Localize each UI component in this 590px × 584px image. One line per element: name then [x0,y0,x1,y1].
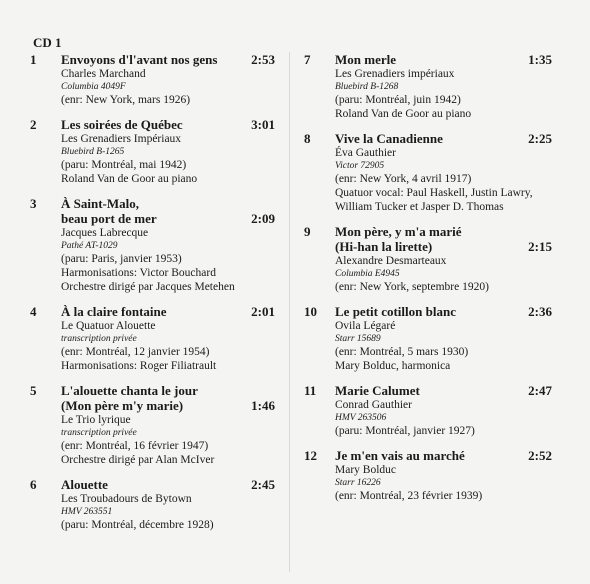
track-details [335,448,552,503]
recording-note: Mary Bolduc, harmonica [335,360,451,372]
tracklist-right-column [304,52,552,513]
track-title: Le petit cotillon blanc [335,304,456,319]
track-duration: 2:36 [528,304,552,319]
record-label: transcription privée [61,428,137,438]
performer: Les Grenadiers Impériaux [61,133,182,145]
track-header [61,52,275,67]
track-entry [304,52,552,121]
track-title: L'alouette chanta le jour [61,383,198,398]
track-entry [304,224,552,294]
recording-note: Harmonisations: Victor Bouchard [61,267,216,279]
record-label: HMV 263551 [61,507,113,517]
performer: Conrad Gauthier [335,399,412,411]
track-number: 4 [30,304,37,319]
performer: Éva Gauthier [335,147,396,159]
record-label: Columbia E4945 [335,269,400,279]
record-label: transcription privée [61,334,137,344]
performer: Le Quatuor Alouette [61,320,156,332]
track-details [61,52,275,107]
performer: Charles Marchand [61,68,146,80]
performer: Le Trio lyrique [61,414,131,426]
recording-note: (paru: Montréal, janvier 1927) [335,425,475,437]
track-duration: 2:45 [251,477,275,492]
track-entry [304,131,552,214]
track-number: 2 [30,117,37,132]
recording-note: Orchestre dirigé par Jacques Metehen [61,281,235,293]
track-header [335,52,552,67]
record-label: Starr 15689 [335,334,381,344]
track-number: 10 [304,304,317,319]
recording-note: (enr: Montréal, 23 février 1939) [335,490,483,502]
recording-note: (paru: Montréal, décembre 1928) [61,519,214,531]
track-title: Mon père, y m'a marié [335,224,462,239]
track-entry [30,196,275,294]
track-header [335,448,552,463]
track-header [61,304,275,319]
recording-note: (enr: New York, mars 1926) [61,94,191,106]
track-header [335,383,552,398]
recording-note: (enr: Montréal, 5 mars 1930) [335,346,469,358]
track-number: 3 [30,196,37,211]
track-header [335,304,552,319]
recording-note: Quatuor vocal: Paul Haskell, Justin Lawry, [335,187,533,199]
track-number: 9 [304,224,311,239]
track-entry [30,117,275,186]
track-header [61,383,275,413]
recording-note: (enr: Montréal, 12 janvier 1954) [61,346,210,358]
track-title: À la claire fontaine [61,304,167,319]
track-number: 11 [304,383,317,398]
track-title: Vive la Canadienne [335,131,443,146]
track-entry [304,448,552,503]
track-duration: 2:09 [251,211,275,226]
track-entry [30,52,275,107]
record-label: Bluebird B-1265 [61,147,125,157]
performer: Mary Bolduc [335,464,397,476]
record-label: Starr 16226 [335,478,381,488]
track-entry [30,383,275,467]
track-header [61,196,275,226]
track-number: 6 [30,477,37,492]
track-details [61,477,275,532]
track-details [335,52,552,121]
track-title: Les soirées de Québec [61,117,183,132]
track-duration: 2:52 [528,448,552,463]
column-divider [289,52,290,572]
record-label: HMV 263506 [335,413,387,423]
track-duration: 2:01 [251,304,275,319]
track-entry [30,477,275,532]
track-title: (Mon père m'y marie) [61,398,184,413]
track-header [61,477,275,492]
recording-note: Orchestre dirigé par Alan McIver [61,454,215,466]
track-header [335,131,552,146]
track-title: À Saint-Malo, [61,196,139,211]
track-title: Envoyons d'l'avant nos gens [61,52,218,67]
recording-note: Harmonisations: Roger Filiatrault [61,360,217,372]
recording-note: Roland Van de Goor au piano [335,108,472,120]
track-duration: 1:35 [528,52,552,67]
track-details [61,117,275,186]
track-details [335,383,552,438]
record-label: Bluebird B-1268 [335,82,399,92]
track-title: Mon merle [335,52,397,67]
recording-note: (enr: New York, 4 avril 1917) [335,173,472,185]
recording-note: William Tucker et Jasper D. Thomas [335,201,504,213]
track-details [61,304,275,373]
track-title: Marie Calumet [335,383,420,398]
recording-note: (paru: Montréal, mai 1942) [61,159,187,171]
track-title: Je m'en vais au marché [335,448,465,463]
performer: Alexandre Desmarteaux [335,255,447,267]
track-number: 5 [30,383,37,398]
track-details [61,383,275,467]
track-entry [30,304,275,373]
track-duration: 2:47 [528,383,552,398]
track-title: Alouette [61,477,108,492]
track-duration: 3:01 [251,117,275,132]
performer: Les Troubadours de Bytown [61,493,192,505]
recording-note: (paru: Paris, janvier 1953) [61,253,182,265]
record-label: Columbia 4049F [61,82,126,92]
track-duration: 1:46 [251,398,275,413]
track-title: beau port de mer [61,211,157,226]
track-number: 12 [304,448,317,463]
track-duration: 2:15 [528,239,552,254]
track-header [61,117,275,132]
recording-note: (paru: Montréal, juin 1942) [335,94,461,106]
track-details [335,131,552,214]
recording-note: Roland Van de Goor au piano [61,173,198,185]
track-duration: 2:53 [251,52,275,67]
track-entry [304,383,552,438]
recording-note: (enr: Montréal, 16 février 1947) [61,440,209,452]
track-entry [304,304,552,373]
track-number: 8 [304,131,311,146]
performer: Jacques Labrecque [61,227,149,239]
track-details [335,224,552,294]
performer: Ovila Légaré [335,320,396,332]
record-label: Pathé AT-1029 [61,241,118,251]
track-header [335,224,552,254]
track-duration: 2:25 [528,131,552,146]
record-label: Victor 72905 [335,161,385,171]
recording-note: (enr: New York, septembre 1920) [335,281,489,293]
track-title: (Hi-han la lirette) [335,239,433,254]
tracklist-left-column [30,52,275,542]
track-number: 7 [304,52,311,67]
track-number: 1 [30,52,37,67]
track-details [61,196,275,294]
track-details [335,304,552,373]
cd-heading: CD 1 [33,35,62,50]
performer: Les Grenadiers impériaux [335,68,455,80]
